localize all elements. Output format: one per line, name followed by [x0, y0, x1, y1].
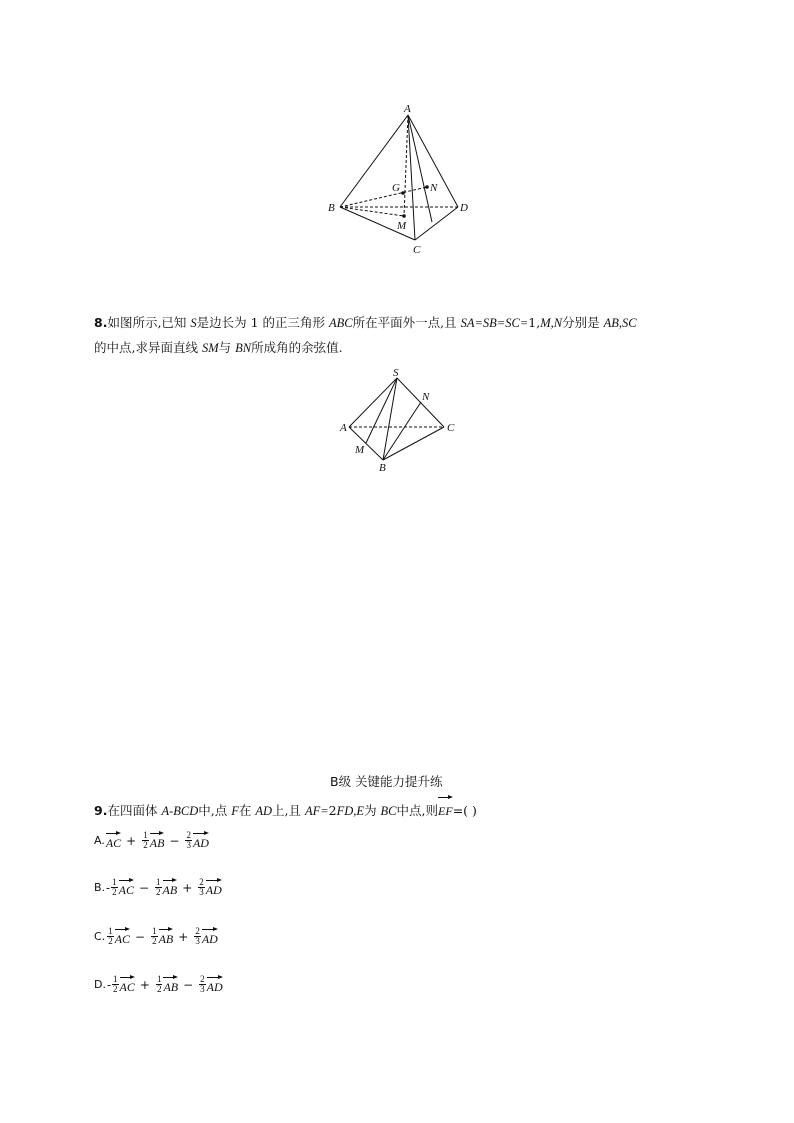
- q8-text: 是边长为 1 的正三角形: [196, 315, 330, 330]
- vector-AD: AD: [193, 830, 209, 851]
- fraction: $\frac{1}{2}$: [156, 877, 161, 897]
- q8-text: 1,: [528, 315, 541, 330]
- q9-text: AF=: [304, 804, 329, 818]
- vector-AB: AB: [163, 877, 178, 898]
- q8-text: 所成角的余弦值.: [251, 340, 343, 355]
- q9-text: 中,点: [198, 803, 232, 818]
- option-b[interactable]: [94, 877, 222, 898]
- option-c[interactable]: [94, 926, 218, 947]
- label-N: N: [422, 391, 430, 403]
- minus-sign: −: [138, 880, 150, 895]
- q8-line2: [94, 337, 343, 359]
- q8-text: SM: [201, 341, 219, 355]
- label-B: B: [379, 462, 386, 474]
- q8-text: BN: [235, 341, 252, 355]
- vector-AB: AB: [159, 926, 174, 947]
- q9-text: 在四面体: [107, 803, 162, 818]
- label-A: A: [404, 103, 411, 115]
- q8-text: 如图所示,已知: [107, 315, 191, 330]
- q9-text: F: [231, 804, 239, 818]
- vector-AC: AC: [120, 974, 135, 995]
- q8-text: AB,SC: [603, 316, 637, 330]
- q8-text: ABC: [329, 316, 353, 330]
- vector-AC: AC: [115, 926, 130, 947]
- q8-number: 8.: [94, 315, 108, 330]
- label-G: G: [392, 182, 400, 194]
- label-S: S: [393, 367, 399, 379]
- q9-text: 在: [238, 803, 256, 818]
- fraction: $\frac{1}{2}$: [156, 974, 162, 994]
- q9-text: 上,且: [272, 803, 305, 818]
- option-label: C.: [94, 930, 106, 943]
- vector-AB: AB: [163, 974, 178, 995]
- plus-sign: +: [182, 880, 193, 895]
- vector-AD: AD: [207, 974, 223, 995]
- label-D: D: [460, 202, 468, 214]
- q8-text: 与: [218, 340, 236, 355]
- vector-AD: AD: [202, 926, 218, 947]
- q9-number: 9.: [94, 803, 108, 818]
- negative-sign: -: [106, 977, 112, 992]
- label-C: C: [447, 422, 455, 434]
- fraction: $\frac{1}{2}$: [143, 830, 148, 850]
- q9-text: 中点,则: [396, 803, 439, 818]
- plus-sign: +: [178, 929, 189, 944]
- fraction: $\frac{2}{3}$: [199, 877, 204, 897]
- fraction: $\frac{2}{3}$: [195, 926, 200, 946]
- q8-text: M,N: [540, 316, 563, 330]
- vector-AC: AC: [119, 877, 134, 898]
- q8-text: 所在平面外一点,且: [352, 315, 461, 330]
- label-N: N: [430, 182, 438, 194]
- q8-text: S: [190, 316, 197, 330]
- q8-line1: [94, 312, 637, 334]
- label-A: A: [340, 422, 347, 434]
- fraction: $\frac{2}{3}$: [200, 974, 205, 994]
- q9-text: A-BCD: [161, 804, 199, 818]
- fraction: $\frac{1}{2}$: [152, 926, 157, 946]
- plus-sign: +: [139, 977, 150, 992]
- minus-sign: −: [183, 977, 194, 992]
- tetrahedron-figure-1: [320, 100, 480, 260]
- vector-EF: EF: [438, 794, 453, 822]
- plus-sign: +: [126, 833, 137, 848]
- q9-text: AD: [255, 804, 272, 818]
- minus-sign: −: [135, 929, 146, 944]
- q8-text: SA=SB=SC=: [460, 316, 529, 330]
- q9-text: 2: [328, 803, 337, 818]
- q8-text: 分别是: [562, 315, 604, 330]
- q9-stem: [94, 794, 477, 822]
- q8-text: 的中点,求异面直线: [94, 340, 202, 355]
- section-heading: B级 关键能力提升练: [330, 774, 443, 789]
- fraction: $\frac{1}{2}$: [113, 974, 118, 994]
- option-label: D.: [94, 978, 106, 991]
- option-label: B.: [94, 881, 106, 894]
- fraction: $\frac{1}{2}$: [112, 877, 117, 897]
- q9-text: BC: [380, 804, 397, 818]
- vector-AB: AB: [150, 830, 165, 851]
- option-d[interactable]: [94, 974, 223, 995]
- label-B: B: [328, 202, 335, 214]
- fraction: $\frac{1}{2}$: [108, 926, 113, 946]
- label-C: C: [413, 244, 421, 256]
- fraction: $\frac{2}{3}$: [186, 830, 191, 850]
- q9-text: 为: [364, 803, 381, 818]
- answer-blank: =( ): [452, 803, 477, 818]
- option-label: A.: [94, 834, 105, 847]
- negative-sign: -: [106, 880, 111, 895]
- label-M: M: [397, 220, 407, 232]
- vector-AD: AD: [206, 877, 222, 898]
- option-a[interactable]: [94, 830, 209, 851]
- vector-AC: AC: [106, 830, 121, 851]
- tetrahedron-figure-2: [335, 362, 465, 477]
- minus-sign: −: [169, 833, 180, 848]
- q9-text: FD,E: [336, 804, 365, 818]
- label-M: M: [355, 444, 365, 456]
